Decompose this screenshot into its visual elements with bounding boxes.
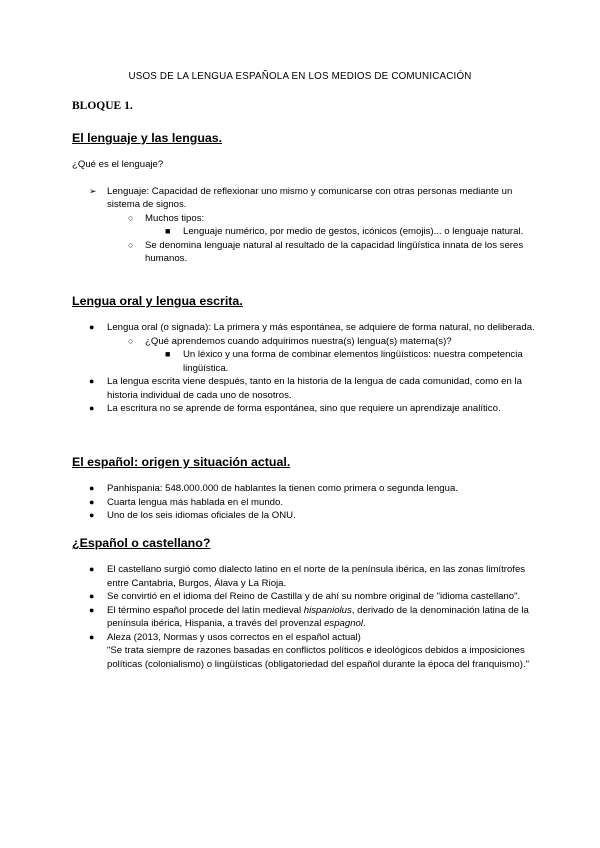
section-heading: Lengua oral y lengua escrita. [72, 294, 243, 308]
list-item-text: Panhispania: 548.000.000 de hablantes la tienen como primera o segunda lengua. [107, 483, 458, 494]
list-item [72, 482, 542, 496]
list-item [72, 402, 542, 416]
list-item-text: ¿Qué aprendemos cuando adquirimos nuestra(s) lengua(s) materna(s)? [145, 335, 452, 347]
list [72, 482, 542, 523]
list-item-text: Se denomina lenguaje natural al resultado de la capacidad lingüística innata de los seres humanos. [145, 239, 524, 264]
list-item-text: Un léxico y una forma de combinar elementos lingüísticos: nuestra competencia lingüística. [183, 349, 523, 374]
list-item-text: El término español procede del latín medieval hispaniolus, derivado de la denominación latina de la península ibérica, Hispania, a través del provenzal espagnol. [107, 604, 529, 629]
list-item [72, 335, 542, 349]
list [72, 563, 542, 671]
bullet-icon: ● [89, 496, 95, 507]
square-bullet-icon: ■ [165, 349, 171, 359]
circle-bullet-icon: ○ [128, 239, 134, 250]
list-item-text: Lenguaje numérico, por medio de gestos, icónicos (emojis)... o lenguaje natural. [183, 226, 524, 237]
section-lengua-oral-escrita [72, 293, 542, 416]
list-item-text: Muchos tipos: [145, 212, 205, 224]
list-item-text: La lengua escrita viene después, tanto en la historia de la lengua de cada comunidad, como en la historia individual de cada uno de nosotros. [107, 376, 522, 401]
section-heading: El español: origen y situación actual. [72, 455, 291, 469]
section-heading: El lenguaje y las lenguas. [72, 131, 223, 145]
quote-text: "Se trata siempre de razones basadas en conflictos políticos e ideológicos debidos a imposiciones políticas (colonialismo) o lingüísticas (obligatoriedad del español durante la época del franquismo)." [107, 645, 530, 670]
list [72, 185, 542, 266]
list-item [72, 321, 542, 335]
list-item-text: Aleza (2013, Normas y usos correctos en el español actual) [107, 631, 361, 643]
arrow-bullet-icon: ➢ [89, 185, 97, 196]
list-item [72, 604, 542, 631]
section-espanol-castellano [72, 535, 542, 671]
square-bullet-icon: ■ [165, 226, 171, 236]
list-item [72, 631, 542, 672]
list-item [72, 375, 542, 402]
list-item [72, 348, 542, 375]
list-item-text: La escritura no se aprende de forma espontánea, sino que requiere un aprendizaje analítico. [107, 403, 501, 414]
circle-bullet-icon: ○ [128, 212, 134, 223]
list-item-text: Lenguaje: Capacidad de reflexionar uno mismo y comunicarse con otras personas mediante un sistema de signos. [107, 185, 513, 210]
bullet-icon: ● [89, 403, 95, 413]
list-item [72, 212, 542, 226]
document-title: USOS DE LA LENGUA ESPAÑOLA EN LOS MEDIOS DE COMUNICACIÓN [128, 71, 472, 82]
list-item [72, 563, 542, 590]
bullet-icon: ● [89, 483, 95, 493]
bullet-icon: ● [89, 591, 95, 601]
list-item [72, 496, 542, 510]
circle-bullet-icon: ○ [128, 335, 134, 346]
list-item [72, 185, 542, 212]
bullet-icon: ● [89, 322, 95, 332]
section-heading: ¿Español o castellano? [72, 536, 211, 550]
bullet-icon: ● [89, 631, 95, 642]
section-espanol-origen [72, 454, 542, 523]
list-item [72, 225, 542, 239]
list-item-text: Cuarta lengua más hablada en el mundo. [107, 496, 284, 508]
bullet-icon: ● [89, 564, 95, 574]
block-label: BLOQUE 1. [72, 100, 133, 112]
list-item [72, 590, 542, 604]
bullet-icon: ● [89, 510, 95, 520]
list [72, 321, 542, 416]
list-item [72, 509, 542, 523]
bullet-icon: ● [89, 604, 95, 615]
list-item-text: Lengua oral (o signada): La primera y más espontánea, se adquiere de forma natural, no deliberada. [107, 322, 535, 333]
list-item-text: Se convirtió en el idioma del Reino de Castilla y de ahí su nombre original de "idioma castellano". [107, 591, 521, 602]
list-item [72, 239, 542, 266]
bullet-icon: ● [89, 376, 95, 386]
list-item-text: Uno de los seis idiomas oficiales de la ONU. [107, 510, 296, 521]
list-item-text: El castellano surgió como dialecto latino en el norte de la península ibérica, en las zonas limítrofes entre Cantabria, Burgos, Álava y La Rioja. [107, 564, 526, 589]
question-text: ¿Qué es el lenguaje? [72, 159, 164, 170]
section-lenguaje [72, 130, 542, 266]
